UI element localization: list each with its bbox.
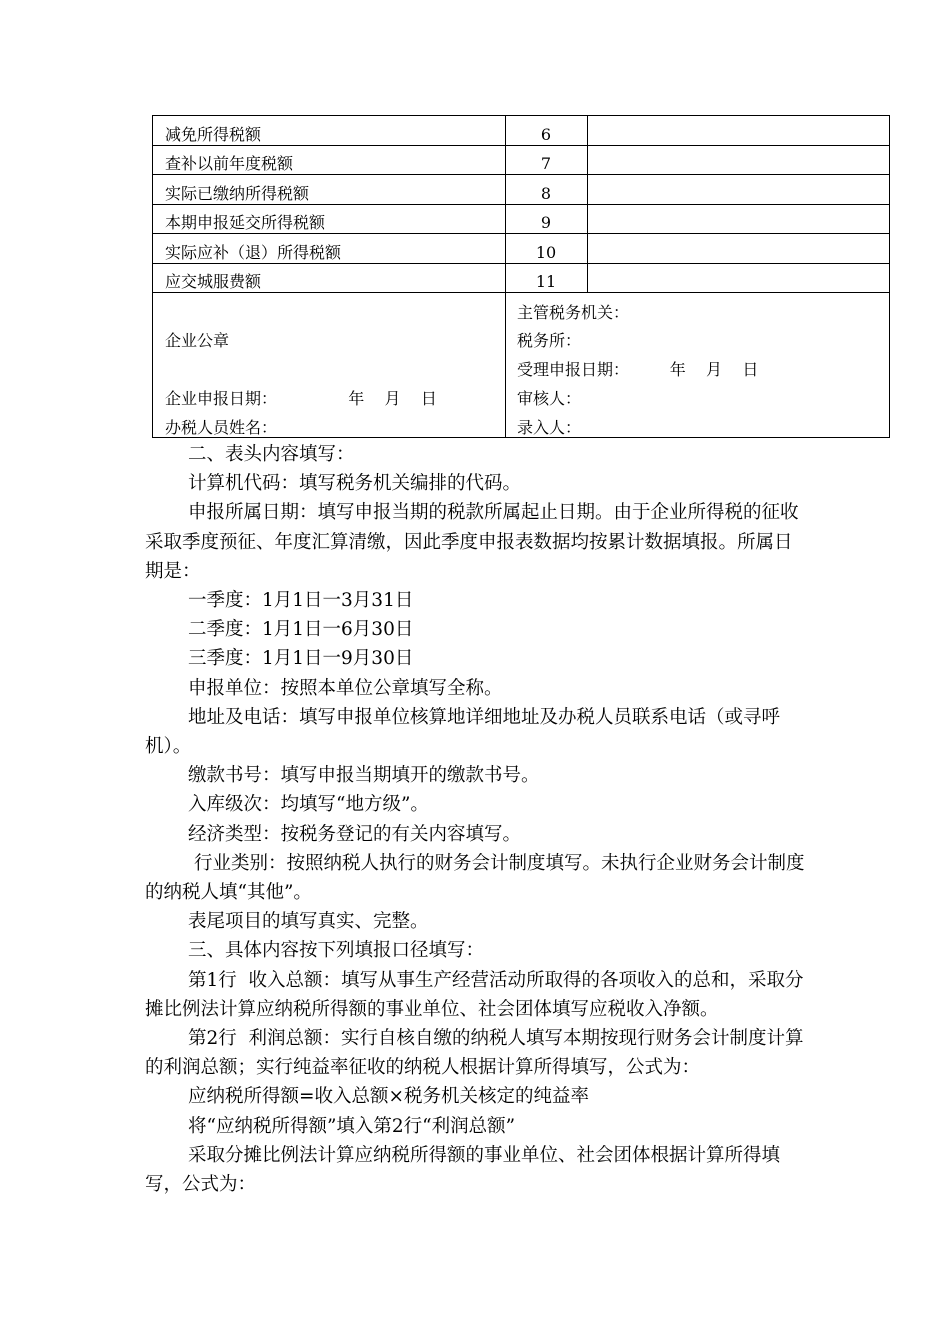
paragraph: 采取分摊比例法计算应纳税所得额的事业单位、社会团体根据计算所得填写，公式为：: [145, 1144, 781, 1196]
paragraph: 地址及电话：填写申报单位核算地详细地址及办税人员联系电话（或寻呼机）。: [145, 706, 781, 758]
paragraph: 第2行 利润总额：实行自核自缴的纳税人填写本期按现行财务会计制度计算的利润总额；实行纯益率征收的纳税人根据计算所得填写，公式为：: [145, 1028, 804, 1079]
section-heading: 三、具体内容按下列填报口径填写：: [188, 940, 485, 962]
tax-handler-label: 办税人员姓名：: [165, 418, 278, 437]
paragraph: 二季度：1月1日一6月30日: [188, 619, 414, 641]
table-row: [153, 175, 889, 205]
declaration-date-label: 企业申报日期： 年 月 日: [165, 389, 437, 408]
paragraph: 申报所属日期：填写申报当期的税款所属起止日期。由于企业所得税的征收采取季度预征、年度汇算清缴，因此季度申报表数据均按累计数据填报。所属日期是：: [145, 502, 799, 582]
row-number: 7: [540, 154, 552, 173]
table-row: [153, 264, 889, 293]
table-row: [153, 116, 889, 146]
paragraph: 将“应纳税所得额”填入第2行“利润总额”: [188, 1115, 516, 1137]
table-row: [153, 146, 889, 175]
paragraph: 经济类型：按税务登记的有关内容填写。: [188, 823, 522, 845]
paragraph: 申报单位：按照本单位公章填写全称。: [188, 677, 503, 699]
company-seal-label: 企业公章: [165, 331, 230, 350]
table-row: [153, 205, 889, 234]
row-number: 10: [535, 243, 557, 262]
instructions-text: [145, 440, 805, 1199]
reviewer-label: 审核人：: [517, 389, 582, 408]
row-number: 8: [540, 184, 552, 203]
row-label: 减免所得税额: [165, 125, 262, 144]
row-label: 应交城服费额: [165, 272, 262, 291]
table-row: [153, 234, 889, 264]
row-label: 实际应补（退）所得税额: [165, 243, 342, 262]
tax-form-table: [152, 115, 890, 438]
row-number: 11: [535, 272, 557, 291]
section-heading: 二、表头内容填写：: [188, 444, 355, 465]
paragraph: 计算机代码：填写税务机关编排的代码。: [188, 473, 522, 495]
paragraph: 一季度：1月1日一3月31日: [188, 590, 414, 612]
paragraph: 入库级次：均填写“地方级”。: [188, 794, 429, 816]
row-number: 9: [540, 213, 552, 232]
tax-office-label: 税务所：: [517, 331, 582, 350]
row-label: 查补以前年度税额: [165, 154, 294, 173]
paragraph: 三季度：1月1日一9月30日: [188, 648, 414, 670]
formula: 应纳税所得额=收入总额×税务机关核定的纯益率: [188, 1086, 590, 1108]
paragraph: 缴款书号：填写申报当期填开的缴款书号。: [188, 765, 540, 787]
acceptance-date-label: 受理申报日期： 年 月 日: [517, 360, 759, 379]
row-number: 6: [540, 125, 552, 144]
paragraph: 行业类别：按照纳税人执行的财务会计制度填写。未执行企业财务会计制度的纳税人填“其他”。: [145, 852, 805, 904]
recorder-label: 录入人：: [517, 418, 582, 437]
paragraph: 第1行 收入总额：填写从事生产经营活动所取得的各项收入的总和，采取分摊比例法计算应纳税所得额的事业单位、社会团体填写应税收入净额。: [145, 969, 804, 1020]
row-label: 实际已缴纳所得税额: [165, 184, 310, 203]
paragraph: 表尾项目的填写真实、完整。: [188, 911, 429, 933]
row-label: 本期申报延交所得税额: [165, 213, 326, 232]
tax-authority-label: 主管税务机关：: [517, 303, 630, 322]
